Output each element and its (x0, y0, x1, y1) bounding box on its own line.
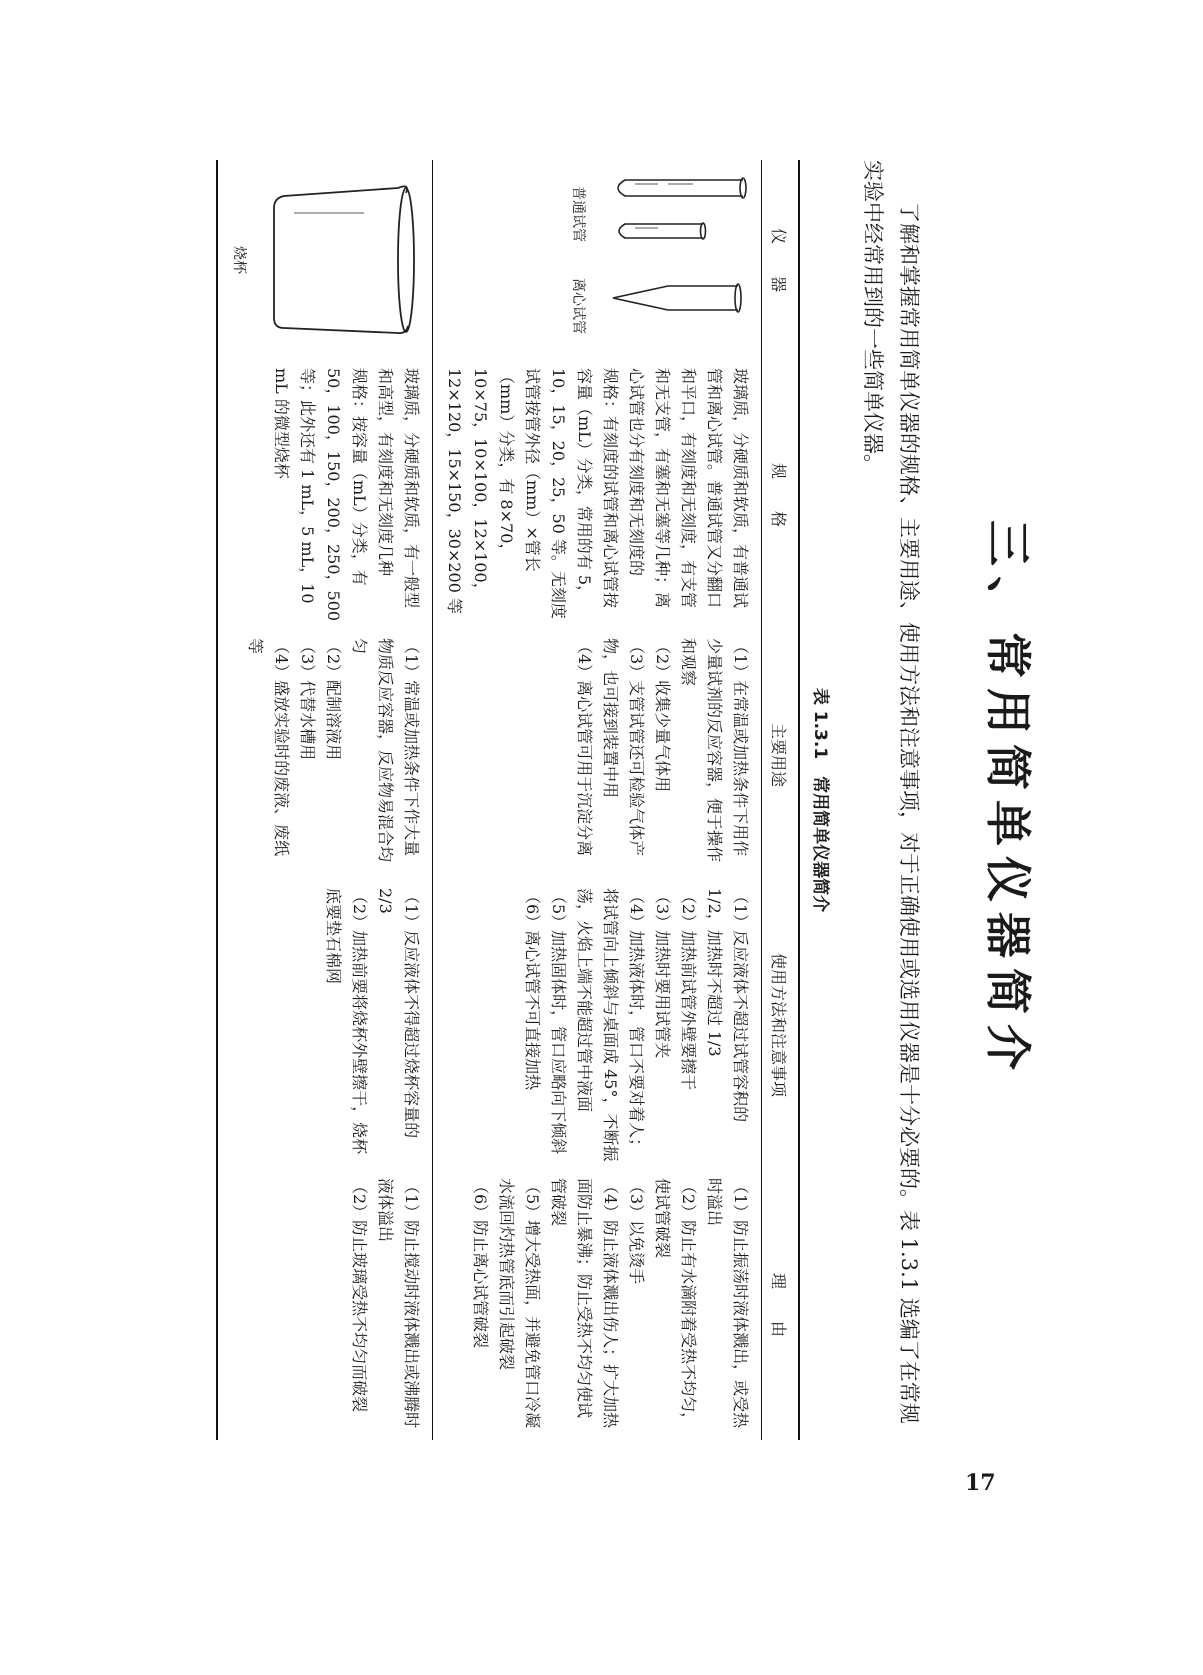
label-ordinary-test-tube: 普通试管 (570, 186, 586, 242)
use-text: （1）常温或加热条件下作大量物质反应容器，反应物易混合均匀 （2）配制溶液用 （3）代替水槽用 （4）盛放实验时的废液、废纸等 (246, 638, 421, 863)
use-cell (433, 630, 762, 880)
method-cell (433, 880, 762, 1170)
instrument-table (216, 160, 800, 1440)
test-tubes-illustration (603, 168, 753, 352)
rotated-page (135, 160, 1035, 1440)
spec-cell (433, 360, 762, 630)
reason-cell (217, 1170, 433, 1440)
spec-cell (217, 360, 433, 630)
intro-paragraph (855, 160, 927, 1440)
table-caption: 表 1.3.1 常用简单仪器简介 (810, 687, 830, 913)
header-instrument: 仪 器 (762, 160, 800, 360)
reason-cell (433, 1170, 762, 1440)
header-spec: 规 格 (762, 360, 800, 630)
page-number: 17 (965, 1470, 996, 1496)
method-text: （1）反应液体不超过试管容积的 1/2，加热时不超过 1/3 （2）加热前试管外壁要擦干 （3）加热时要用试管夹 （4）加热液体时，管口不要对着人；将试管向上倾斜与桌面成 45°，不断振荡，火焰上端不能超过管中液面 （5）加热固体时，管口应略向下倾斜 （6）离心试管不可直接加热 (523, 888, 750, 1162)
beaker-illustration (264, 168, 424, 352)
method-cell (217, 880, 433, 1170)
table-header-row (762, 160, 800, 1440)
centrifuge-tube-icon (613, 284, 741, 312)
instrument-cell-beaker (217, 160, 433, 360)
use-text: （1）在常温或加热条件下用作少量试剂的反应容器，便于操作和观察 （2）收集少量气体用 （3）支管试管还可检验气体产物，也可接到装置中用 （4）离心试管可用于沉淀分离 (575, 638, 750, 863)
use-cell (217, 630, 433, 880)
table-row (433, 160, 762, 1440)
spec-text: 玻璃质，分硬质和软质，有一般型和高型，有刻度和无刻度几种 规格：按容量（mL）分类，有 50，100，150，200，250，500 等；此外还有 1 mL，5 mL，10 mL 的微型烧杯 (272, 368, 421, 622)
header-reason: 理 由 (762, 1170, 800, 1440)
table-row (217, 160, 433, 1440)
label-beaker: 烧杯 (231, 246, 247, 274)
page-title: 三、常用简单仪器简介 (981, 520, 1035, 1080)
ordinary-test-tube-large-icon (618, 178, 746, 198)
method-text: （1）反应液体不得超过烧杯容量的 2/3 （2）加热前要将烧杯外壁擦干，烧杯底要垫石棉网 (324, 888, 421, 1155)
instrument-cell-test-tubes (433, 160, 762, 360)
header-use: 主要用途 (762, 630, 800, 880)
spec-text: 玻璃质，分硬质和软质，有普通试管和离心试管。普通试管又分翻口和平口，有刻度和无刻度，有支管和无支管，有塞和无塞等几种；离心试管也分有刻度和无刻度的 规格：有刻度的试管和离心试管按容量（mL）分类，常用的有 5，10，15，20，25，50 等。无刻度试管按管外径（mm）×管长（mm）分类，有 8×70，10×75，10×100，12×100，12×120，15×150，30×200 等 (445, 368, 750, 619)
header-method: 使用方法和注意事项 (762, 880, 800, 1170)
ordinary-test-tube-small-icon (619, 223, 706, 239)
beaker-icon (274, 186, 414, 333)
label-centrifuge-tube: 离心试管 (570, 278, 586, 334)
intro-text: 了解和掌握常用简单仪器的规格、主要用途、使用方法和注意事项，对于正确使用或选用仪器是十分必要的。表 1.3.1 选编了在常规实验中经常用到的一些简单仪器。 (861, 160, 921, 1424)
reason-text: （1）防止搅动时液体溅出或沸腾时液体溢出 （2）防止玻璃受热不均匀而破裂 (350, 1178, 421, 1429)
reason-text: （1）防止振荡时液体溅出，或受热时溢出 （2）防止有水滴附着受热不均匀，使试管破裂 （3）以免烫手 （4）防止液体溅出伤人；扩大加热面防止暴沸；防止受热不均匀使试管破裂 （5）增大受热面，并避免管口冷凝水流回灼热管底而引起破裂 （6）防止离心试管破裂 (471, 1178, 750, 1429)
